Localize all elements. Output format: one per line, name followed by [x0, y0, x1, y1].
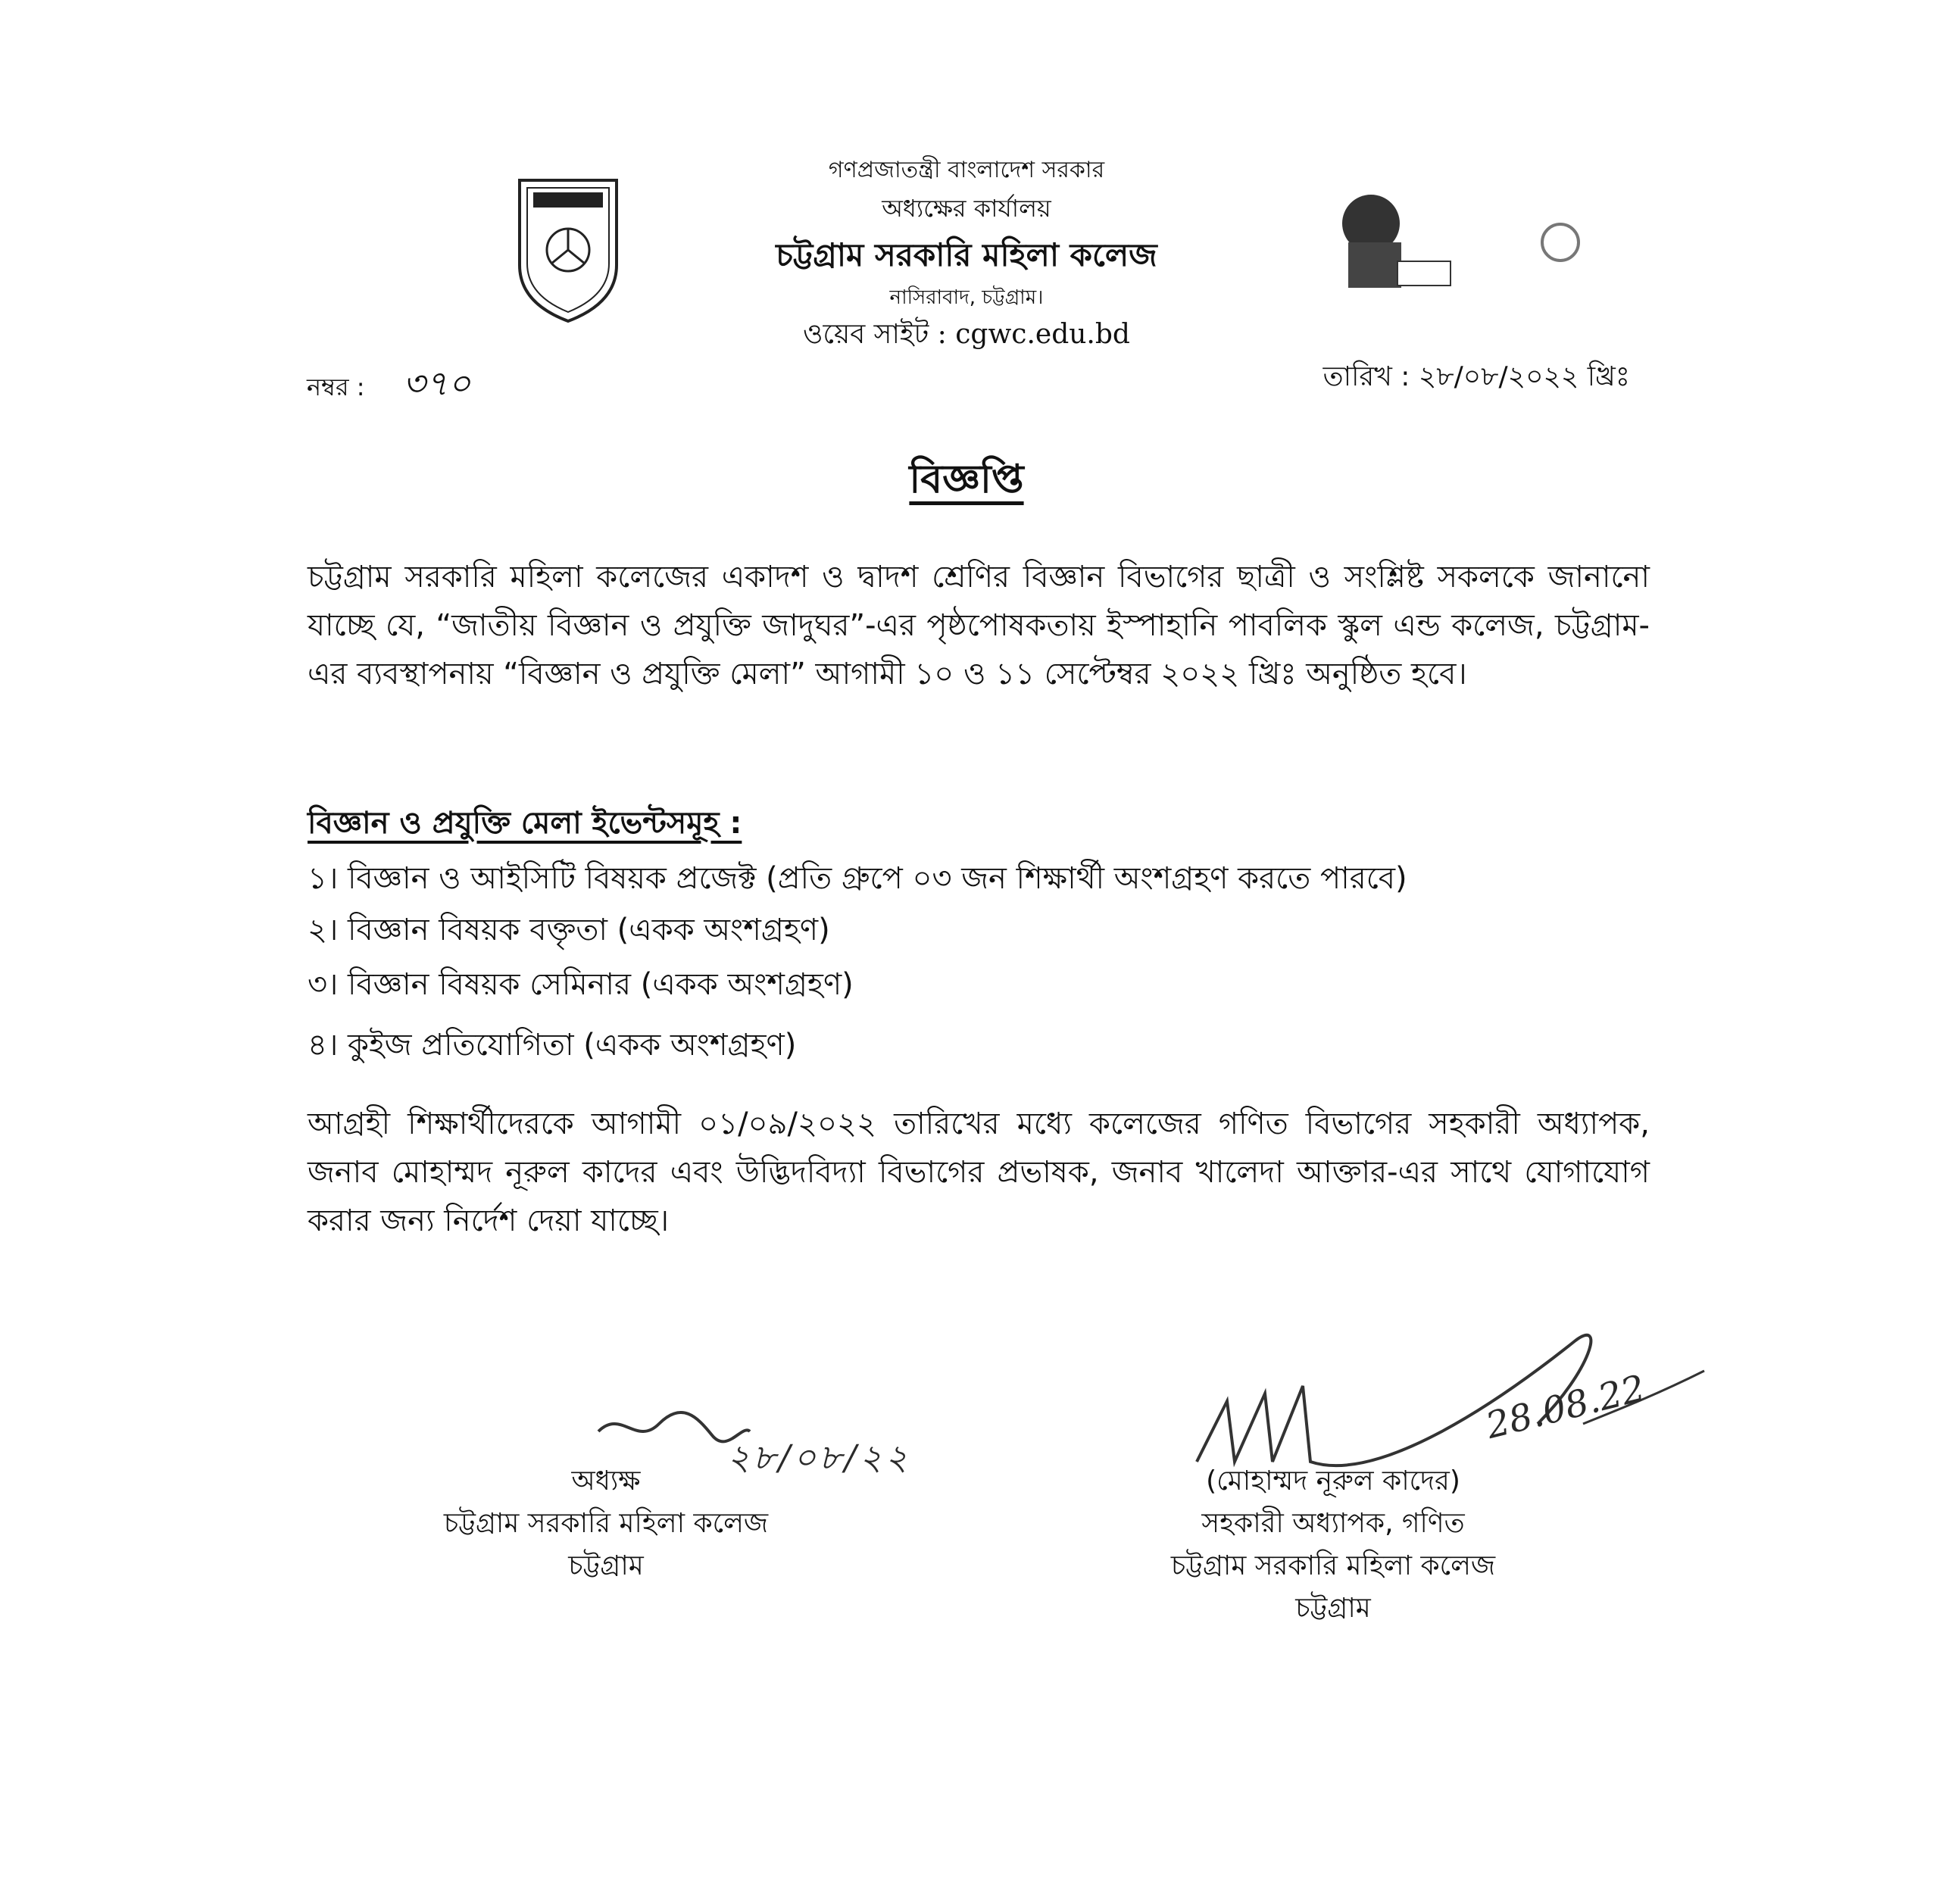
principal-institution: চট্টগ্রাম সরকারি মহিলা কলেজ	[443, 1508, 769, 1539]
principal-signature-block	[379, 1460, 833, 1587]
principal-city: চট্টগ্রাম	[568, 1550, 644, 1581]
teacher-institution: চট্টগ্রাম সরকারি মহিলা কলেজ	[1170, 1550, 1496, 1581]
memo-number-label: নম্বর :	[307, 373, 365, 401]
event-item: ২। বিজ্ঞান বিষয়ক বক্তৃতা (একক অংশগ্রহণ)	[308, 913, 830, 947]
contact-paragraph: আগ্রহী শিক্ষার্থীদেরকে আগামী ০১/০৯/২০২২ তারিখের মধ্যে কলেজের গণিত বিভাগের সহকারী অধ্যাপক, জনাব মোহাম্মদ নূরুল কাদের এবং উদ্ভিদবিদ্যা বিভাগের প্রভাষক, জনাব খালেদা আক্তার-এর সাথে যোগাযোগ করার জন্য নির্দেশ দেয়া যাচ্ছে।	[308, 1107, 1650, 1238]
teacher-city: চট্টগ্রাম	[1295, 1593, 1371, 1624]
teacher-designation: সহকারী অধ্যাপক, গণিত	[1201, 1508, 1465, 1539]
event-item: ৪। কুইজ প্রতিযোগিতা (একক অংশগ্রহণ)	[308, 1028, 797, 1063]
principal-handwritten-date: ২৮/০৮/২২	[727, 1437, 911, 1478]
government-heading: গণপ্রজাতন্ত্রী বাংলাদেশ সরকার	[828, 157, 1105, 183]
event-item: ৩। বিজ্ঞান বিষয়ক সেমিনার (একক অংশগ্রহণ)	[308, 967, 854, 1002]
event-item: ১। বিজ্ঞান ও আইসিটি বিষয়ক প্রজেক্ট (প্রতি গ্রুপে ০৩ জন শিক্ষার্থী অংশগ্রহণ করতে পারবে)	[308, 861, 1407, 896]
memo-number	[307, 357, 470, 415]
memo-number-value: ৩৭০	[402, 363, 471, 404]
principal-designation: অধ্যক্ষ	[571, 1465, 641, 1497]
events-heading: বিজ্ঞান ও প্রযুক্তি মেলা ইভেন্টসমূহ :	[308, 806, 742, 841]
office-heading: অধ্যক্ষের কার্যালয়	[882, 194, 1051, 223]
notice-date: তারিখ : ২৮/০৮/২০২২ খ্রিঃ	[1322, 361, 1630, 392]
teacher-name: (মোহাম্মদ নূরুল কাদের)	[1206, 1465, 1460, 1497]
teacher-signature-block	[1091, 1460, 1575, 1630]
college-website: ওয়েব সাইট : cgwc.edu.bd	[803, 319, 1130, 350]
intro-paragraph: চট্টগ্রাম সরকারি মহিলা কলেজের একাদশ ও দ্বাদশ শ্রেণির বিজ্ঞান বিভাগের ছাত্রী ও সংশ্লিষ্ট সকলকে জানানো যাচ্ছে যে, “জাতীয় বিজ্ঞান ও প্রযুক্তি জাদুঘর”-এর পৃষ্ঠপোষকতায় ইস্পাহানি পাবলিক স্কুল এন্ড কলেজ, চট্টগ্রাম-এর ব্যবস্থাপনায় “বিজ্ঞান ও প্রযুক্তি মেলা” আগামী ১০ ও ১১ সেপ্টেম্বর ২০২২ খ্রিঃ অনুষ্ঠিত হবে।	[308, 560, 1650, 691]
college-name-heading: চট্টগ্রাম সরকারি মহিলা কলেজ	[776, 236, 1157, 273]
teacher-handwritten-date: 28.08.22	[1482, 1366, 1650, 1448]
notice-title: বিজ্ঞপ্তি	[909, 457, 1024, 502]
college-address: নাসিরাবাদ, চট্টগ্রাম।	[889, 286, 1044, 309]
